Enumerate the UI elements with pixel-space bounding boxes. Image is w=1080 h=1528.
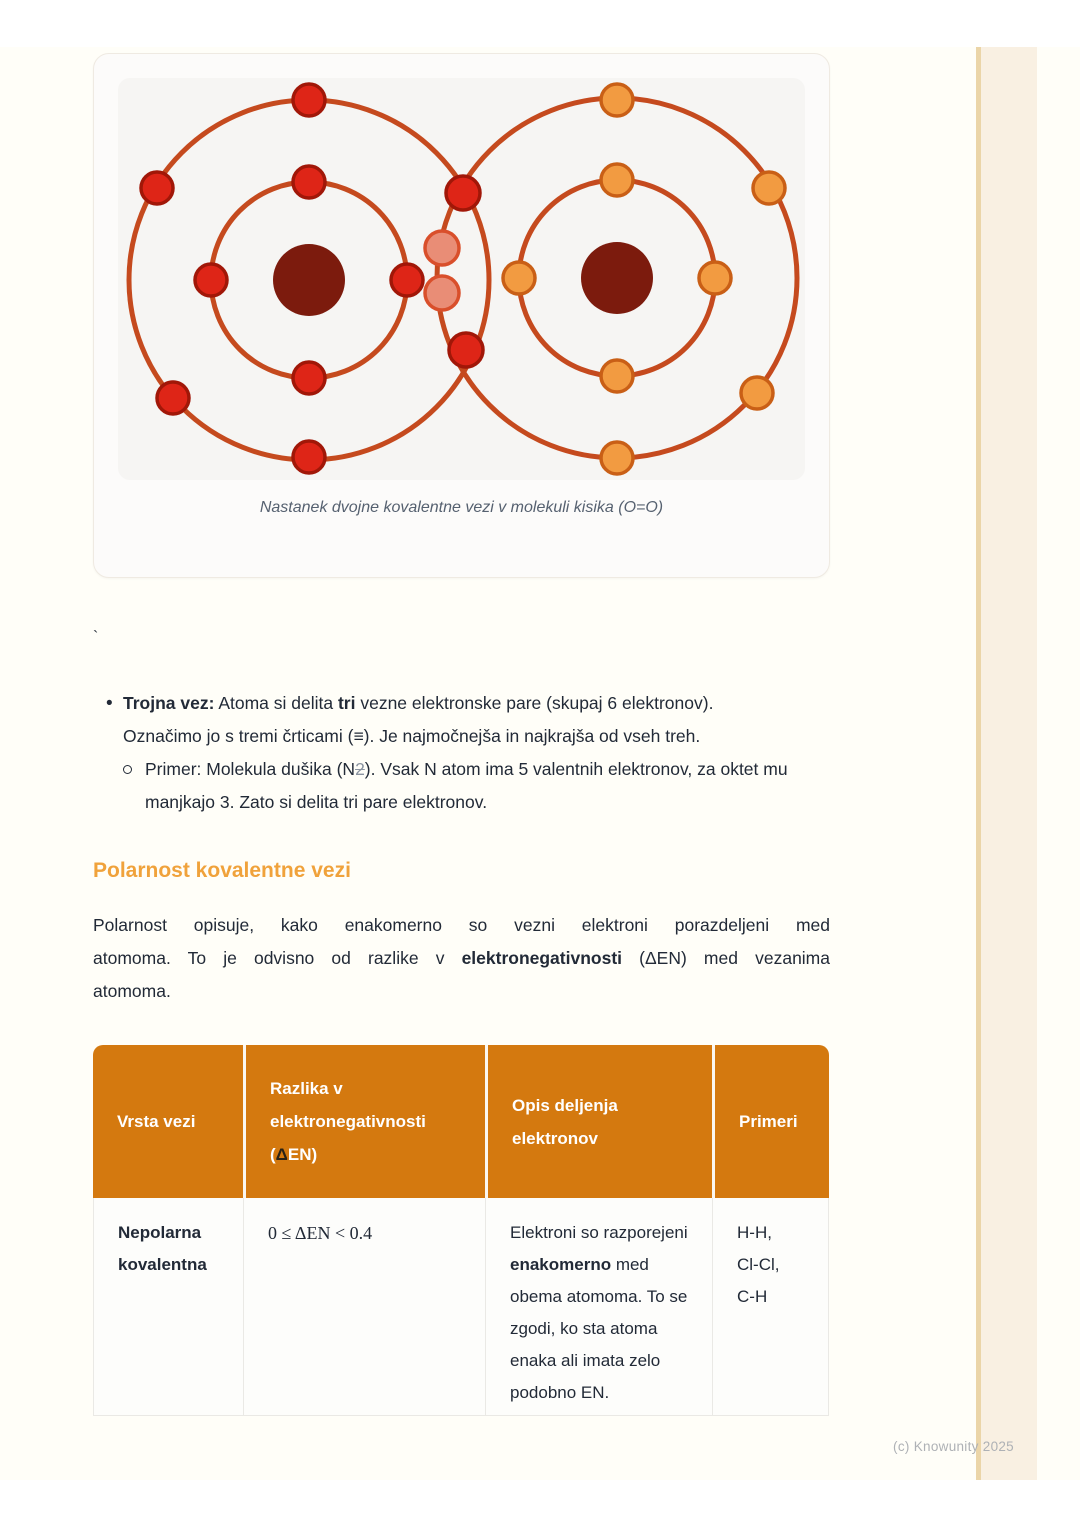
text-fragment: med obema atomoma. To se zgodi, ko sta atoma enaka ali imata zelo podobno EN.	[510, 1255, 688, 1402]
electron-icon	[601, 164, 633, 196]
electron-icon	[293, 84, 325, 116]
header-razlika-en	[243, 1045, 485, 1198]
paragraph-line	[93, 909, 830, 942]
watermark: (c) Knowunity 2025	[893, 1439, 1014, 1454]
shared-electron-icon	[449, 333, 483, 367]
paragraph-line	[93, 942, 830, 975]
electron-icon	[601, 84, 633, 116]
page-content	[93, 47, 830, 1416]
text-fragment: atomoma. To je odvisno od razlike v	[93, 948, 462, 968]
oxygen-double-bond-diagram	[122, 78, 802, 480]
text-fragment: Atoma si delita	[214, 693, 338, 713]
intro-paragraph	[93, 909, 830, 1008]
left-nucleus	[273, 244, 345, 316]
electron-icon	[293, 166, 325, 198]
shared-electron-icon	[425, 231, 459, 265]
example-line: Cl-Cl,	[737, 1255, 780, 1274]
bohr-diagram-panel	[118, 78, 805, 480]
en-range-formula: 0 ≤ ΔEN < 0.4	[268, 1223, 373, 1243]
header-primeri: Primeri	[712, 1045, 829, 1198]
example-line: C-H	[737, 1287, 768, 1306]
electron-icon	[141, 172, 173, 204]
text-fragment: atomoma.	[93, 981, 171, 1001]
page-edge-band	[976, 47, 1037, 1480]
text-fragment: Elektroni so razporejeni	[510, 1223, 688, 1242]
cell-examples	[712, 1198, 829, 1416]
text-fragment: Polarnost opisuje, kako enakomerno so vezni elektroni porazdeljeni med	[93, 915, 830, 935]
electron-icon	[741, 377, 773, 409]
document-page	[0, 47, 1080, 1480]
text-fragment: vezne elektronske pare (skupaj 6 elektronov). Označimo jo s tremi črticami (≡). Je najmočnejša in najkrajša od vseh treh.	[123, 693, 714, 746]
stray-character: `	[93, 629, 99, 646]
cell-en-range	[243, 1198, 485, 1416]
list-item-text	[123, 687, 788, 753]
electron-icon	[157, 382, 189, 414]
triple-bond-label: Trojna vez:	[123, 693, 215, 713]
electron-icon	[195, 264, 227, 296]
paragraph-line	[93, 975, 830, 1008]
electron-icon	[391, 264, 423, 296]
list-item-text	[145, 753, 800, 819]
electron-icon	[601, 442, 633, 474]
electron-icon	[293, 441, 325, 473]
electron-icon	[753, 172, 785, 204]
top-margin	[0, 0, 1080, 47]
example-line: H-H,	[737, 1223, 772, 1242]
electron-icon	[699, 262, 731, 294]
figure-caption: Nastanek dvojne kovalentne vezi v molekuli kisika (O=O)	[259, 499, 664, 516]
bold-word: tri	[337, 693, 356, 713]
list-item-triple-bond	[93, 687, 830, 753]
figure-card	[93, 53, 830, 578]
text-fragment: Primer: Molekula dušika (N	[145, 759, 356, 779]
shared-electron-pair	[425, 231, 459, 310]
text-fragment: Razlika v elektronegativnosti (	[270, 1079, 426, 1164]
delta-symbol: Δ	[275, 1145, 288, 1164]
bullet-list	[93, 687, 830, 819]
orbit-rings	[129, 98, 797, 460]
section-heading: Polarnost kovalentne vezi	[93, 859, 351, 882]
struck-subscript: 2	[355, 759, 365, 779]
electron-icon	[503, 262, 535, 294]
cell-bond-type: Nepolarna kovalentna	[93, 1198, 243, 1416]
bullet-icon: •	[106, 693, 113, 714]
electron-icon	[293, 362, 325, 394]
bold-word: elektronegativnosti	[461, 948, 623, 968]
text-fragment: ). Vsak N atom ima 5 valentnih elektronov, za oktet mu manjkajo 3. Zato si delita tri pare elektronov.	[145, 759, 788, 812]
table-row	[93, 1198, 829, 1416]
header-vrsta-vezi: Vrsta vezi	[93, 1045, 243, 1198]
text-fragment: EN)	[287, 1145, 318, 1164]
shared-electron-icon	[425, 276, 459, 310]
polarity-table	[93, 1045, 829, 1416]
table-header-row	[93, 1045, 829, 1198]
text-fragment: (ΔEN) med vezanima	[622, 948, 830, 968]
electron-icon	[601, 360, 633, 392]
cell-description	[485, 1198, 712, 1416]
hollow-bullet-icon	[123, 753, 145, 819]
list-item-example	[123, 753, 830, 819]
shared-electron-icon	[446, 176, 480, 210]
right-nucleus	[581, 242, 653, 314]
bold-word: enakomerno	[510, 1255, 612, 1274]
header-opis-deljenja: Opis deljenja elektronov	[485, 1045, 712, 1198]
